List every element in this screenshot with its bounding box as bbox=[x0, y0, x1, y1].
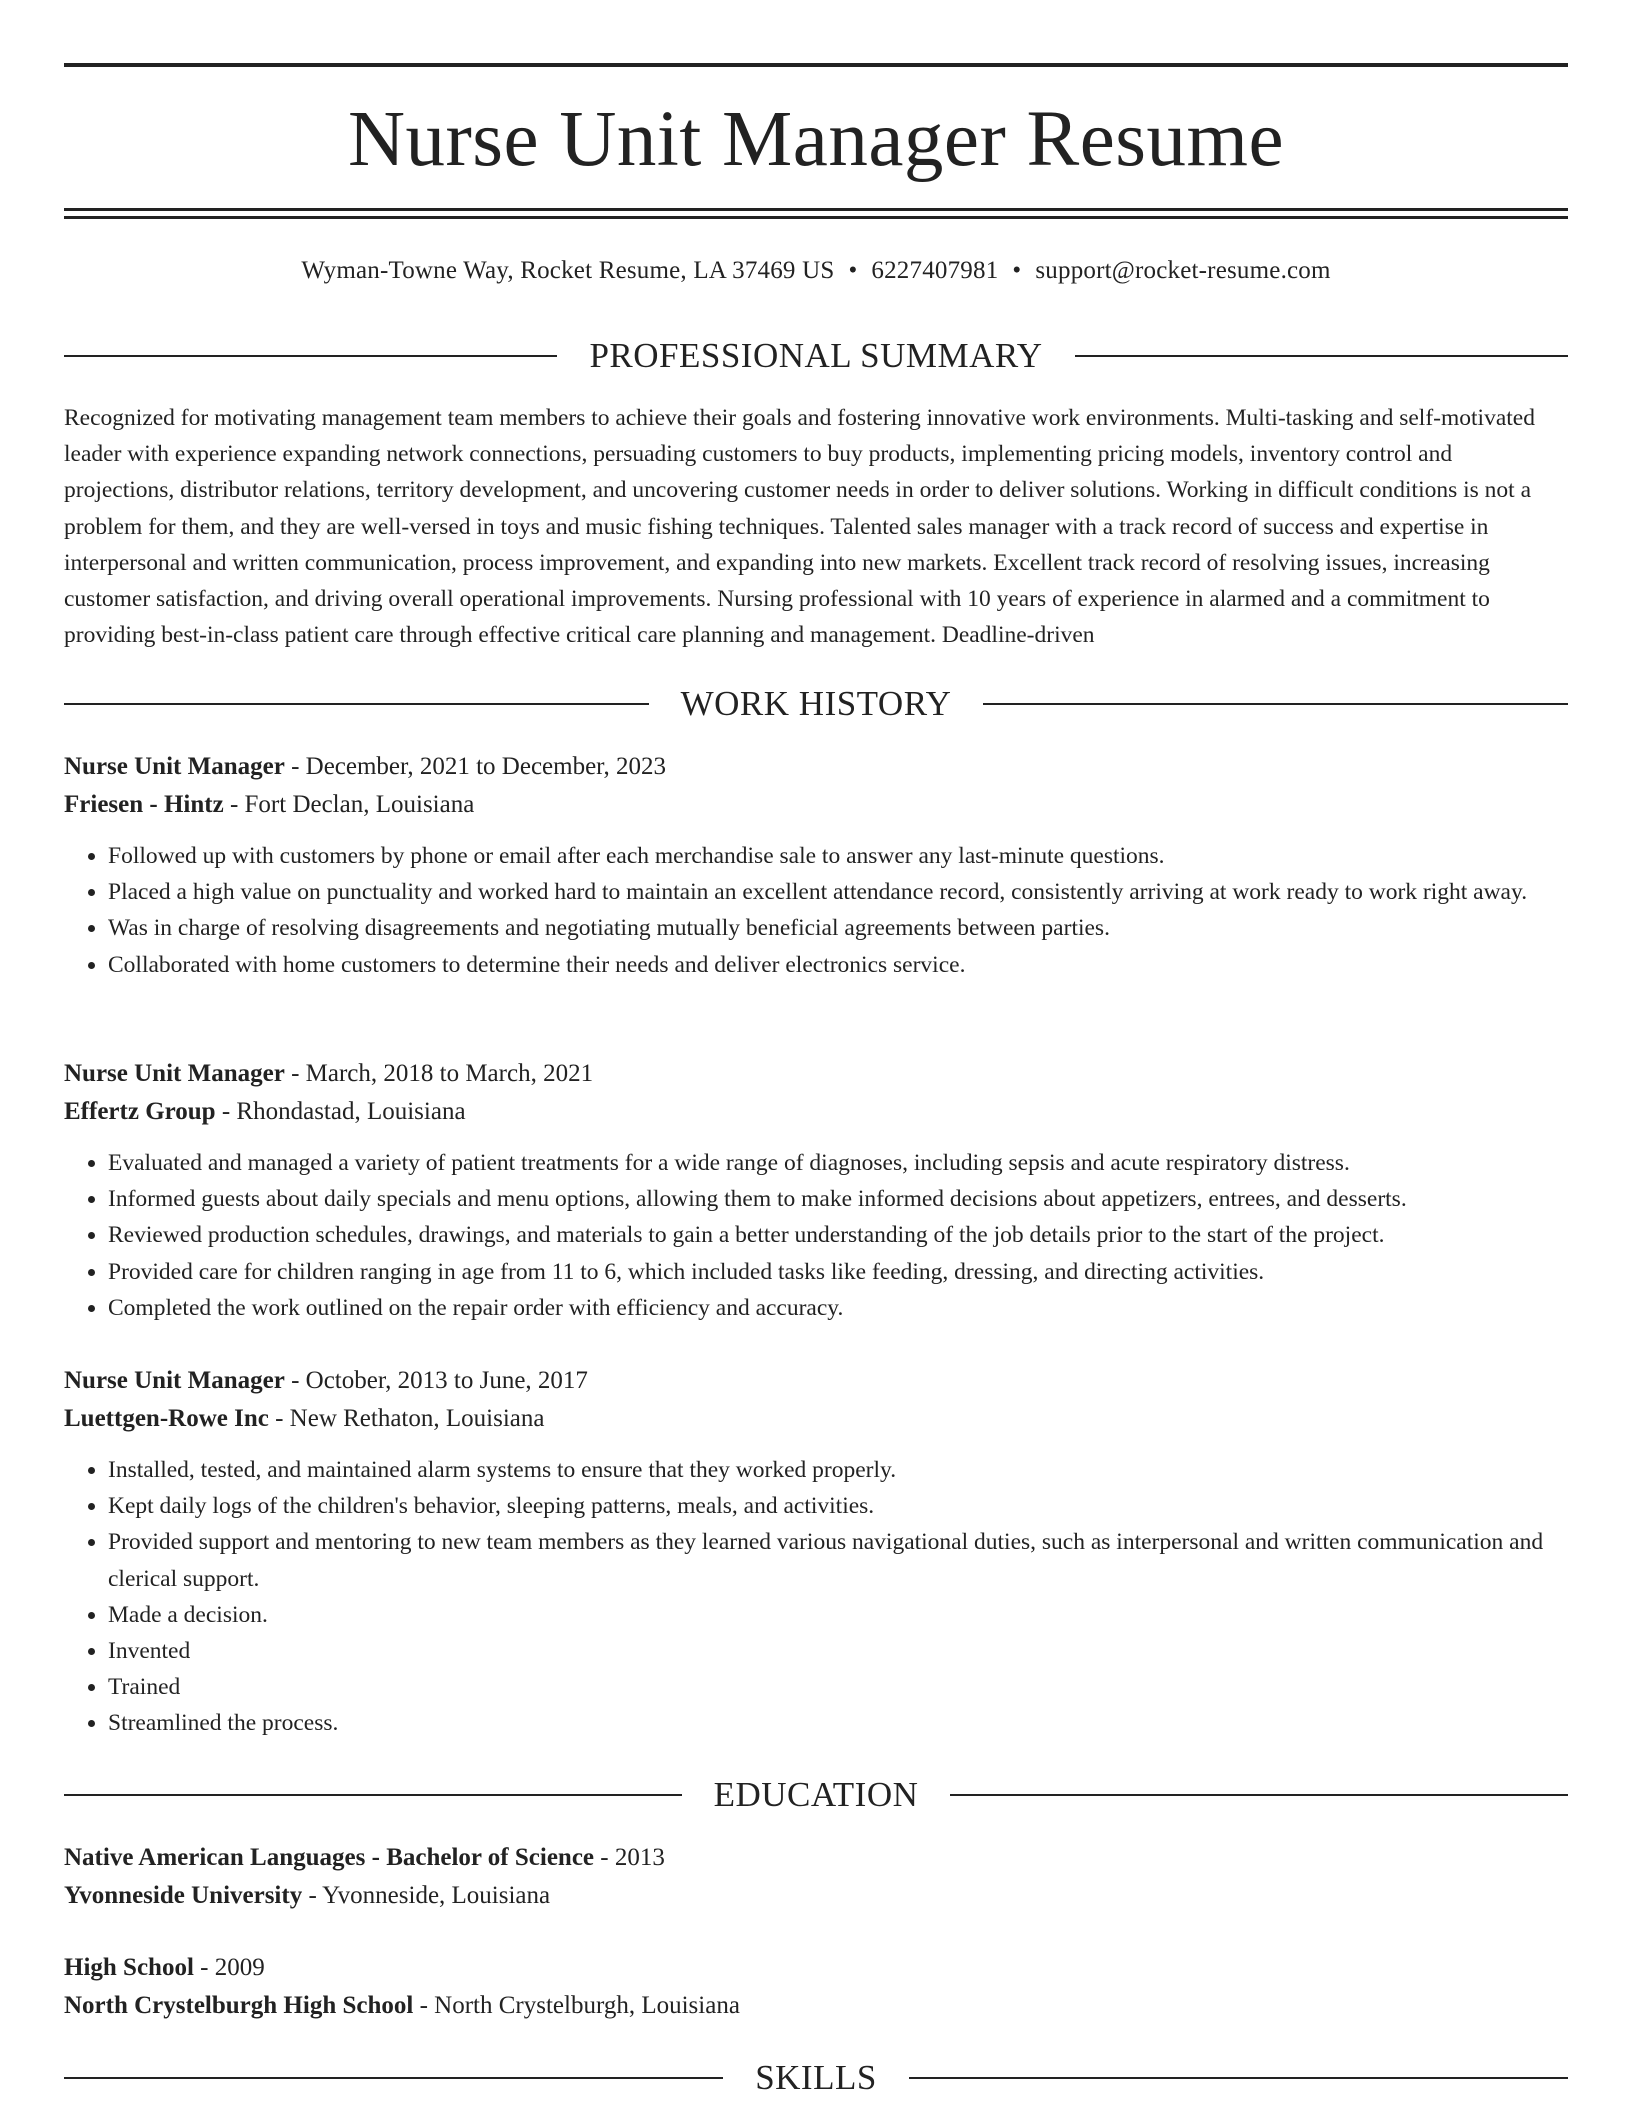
section-title: PROFESSIONAL SUMMARY bbox=[589, 336, 1043, 375]
education-entry bbox=[64, 1949, 1568, 2025]
section-heading-education bbox=[64, 1775, 1568, 1815]
job-company: Friesen - Hintz bbox=[64, 791, 224, 818]
job-bullet: • Reviewed production schedules, drawings, and materials to gain a better understanding of the job details prior to the start of the project. bbox=[108, 1217, 1568, 1253]
page-title: Nurse Unit Manager Resume bbox=[347, 96, 1285, 183]
title-rule-lower bbox=[64, 216, 1568, 219]
job-bullet: • Trained bbox=[108, 1669, 1568, 1705]
job-entry bbox=[64, 1362, 1568, 1742]
education-year: - 2009 bbox=[193, 1954, 265, 1981]
section-heading-work bbox=[64, 684, 1568, 724]
heading-rule-right bbox=[950, 1794, 1568, 1796]
section-heading-skills bbox=[64, 2058, 1568, 2098]
job-company-line bbox=[64, 1400, 1568, 1438]
job-company: Effertz Group bbox=[64, 1098, 216, 1125]
job-bullet: • Kept daily logs of the children's behavior, sleeping patterns, meals, and activities. bbox=[108, 1488, 1568, 1524]
job-bullet: • Streamlined the process. bbox=[108, 1705, 1568, 1741]
section-heading-summary bbox=[64, 336, 1568, 376]
job-bullet: • Installed, tested, and maintained alarm systems to ensure that they worked properly. bbox=[108, 1452, 1568, 1488]
title-rule-upper bbox=[64, 208, 1568, 211]
education-degree-line bbox=[64, 1839, 1568, 1877]
contact-email: support@rocket-resume.com bbox=[1035, 257, 1331, 284]
education-location: - Yvonneside, Louisiana bbox=[302, 1882, 551, 1909]
job-bullet: • Was in charge of resolving disagreements and negotiating mutually beneficial agreements between parties. bbox=[108, 910, 1568, 946]
education-location: - North Crystelburgh, Louisiana bbox=[413, 1992, 740, 2019]
job-dates: - December, 2021 to December, 2023 bbox=[284, 753, 667, 780]
job-bullet: • Evaluated and managed a variety of patient treatments for a wide range of diagnoses, including sepsis and acute respiratory distress. bbox=[108, 1145, 1568, 1181]
education-school: North Crystelburgh High School bbox=[64, 1992, 414, 2019]
job-dates: - March, 2018 to March, 2021 bbox=[284, 1060, 594, 1087]
heading-rule-left bbox=[64, 703, 649, 705]
contact-separator: • bbox=[1012, 257, 1022, 284]
education-school: Yvonneside University bbox=[64, 1882, 303, 1909]
heading-rule-left bbox=[64, 2077, 723, 2079]
job-bullet: • Placed a high value on punctuality and worked hard to maintain an excellent attendance record, consistently arriving at work ready to work right away. bbox=[108, 874, 1568, 910]
heading-rule-left bbox=[64, 1794, 682, 1796]
contact-separator: • bbox=[848, 257, 858, 284]
job-company-line bbox=[64, 786, 1568, 824]
summary-text: Recognized for motivating management team members to achieve their goals and fostering innovative work environments. Multi-tasking and self-motivated leader with experience expanding network connections, persuading customers to buy products, implementing pricing models, inventory control and projections, distributor relations, territory development, and uncovering customer needs in order to deliver solutions. Working in difficult conditions is not a problem for them, and they are well-versed in toys and music fishing techniques. Talented sales manager with a track record of success and expertise in interpersonal and written communication, process improvement, and expanding into new markets. Excellent track record of resolving issues, increasing customer satisfaction, and driving overall operational improvements. Nursing professional with 10 years of experience in alarmed and a commitment to providing best-in-class patient care through effective critical care planning and management. Deadline-driven bbox=[64, 405, 1535, 649]
contact-phone: 6227407981 bbox=[871, 257, 999, 284]
section-title: WORK HISTORY bbox=[680, 684, 952, 723]
job-bullet: • Collaborated with home customers to determine their needs and deliver electronics service. bbox=[108, 947, 1568, 983]
education-degree-line bbox=[64, 1949, 1568, 1987]
job-company-line bbox=[64, 1093, 1568, 1131]
job-title-line bbox=[64, 1055, 1568, 1093]
education-school-line bbox=[64, 1987, 1568, 2025]
job-title-line bbox=[64, 1362, 1568, 1400]
contact-address: Wyman-Towne Way, Rocket Resume, LA 37469 US bbox=[301, 257, 835, 284]
heading-rule-right bbox=[909, 2077, 1568, 2079]
job-bullet: • Made a decision. bbox=[108, 1597, 1568, 1633]
education-year: - 2013 bbox=[594, 1844, 665, 1871]
education-school-line bbox=[64, 1877, 1568, 1915]
job-entry bbox=[64, 748, 1568, 983]
job-bullets bbox=[64, 1145, 1568, 1326]
education-degree: Native American Languages - Bachelor of Science bbox=[64, 1844, 595, 1871]
job-bullet: • Followed up with customers by phone or email after each merchandise sale to answer any last-minute questions. bbox=[108, 838, 1568, 874]
heading-rule-right bbox=[983, 703, 1568, 705]
job-bullet: • Provided support and mentoring to new team members as they learned various navigational duties, such as interpersonal and written communication and clerical support. bbox=[108, 1524, 1568, 1596]
job-entry bbox=[64, 1055, 1568, 1326]
job-location: - Rhondastad, Louisiana bbox=[215, 1098, 466, 1125]
job-bullet: • Informed guests about daily specials and menu options, allowing them to make informed decisions about appetizers, entrees, and desserts. bbox=[108, 1181, 1568, 1217]
job-title: Nurse Unit Manager bbox=[64, 1367, 285, 1394]
education-degree: High School bbox=[64, 1954, 194, 1981]
job-bullet: • Provided care for children ranging in age from 11 to 6, which included tasks like feeding, dressing, and directing activities. bbox=[108, 1254, 1568, 1290]
job-dates: - October, 2013 to June, 2017 bbox=[284, 1367, 588, 1394]
job-bullets bbox=[64, 1452, 1568, 1742]
job-title-line bbox=[64, 748, 1568, 786]
heading-rule-left bbox=[64, 355, 557, 357]
job-title: Nurse Unit Manager bbox=[64, 753, 285, 780]
job-bullets bbox=[64, 838, 1568, 983]
section-title: SKILLS bbox=[755, 2058, 877, 2097]
job-bullet: • Invented bbox=[108, 1633, 1568, 1669]
job-location: - Fort Declan, Louisiana bbox=[223, 791, 475, 818]
top-rule bbox=[64, 63, 1568, 67]
job-location: - New Rethaton, Louisiana bbox=[268, 1405, 545, 1432]
job-bullet: • Completed the work outlined on the repair order with efficiency and accuracy. bbox=[108, 1290, 1568, 1326]
education-entry bbox=[64, 1839, 1568, 1915]
section-title: EDUCATION bbox=[713, 1775, 919, 1814]
job-title: Nurse Unit Manager bbox=[64, 1060, 285, 1087]
contact-line bbox=[64, 254, 1568, 288]
job-company: Luettgen-Rowe Inc bbox=[64, 1405, 269, 1432]
heading-rule-right bbox=[1075, 355, 1568, 357]
